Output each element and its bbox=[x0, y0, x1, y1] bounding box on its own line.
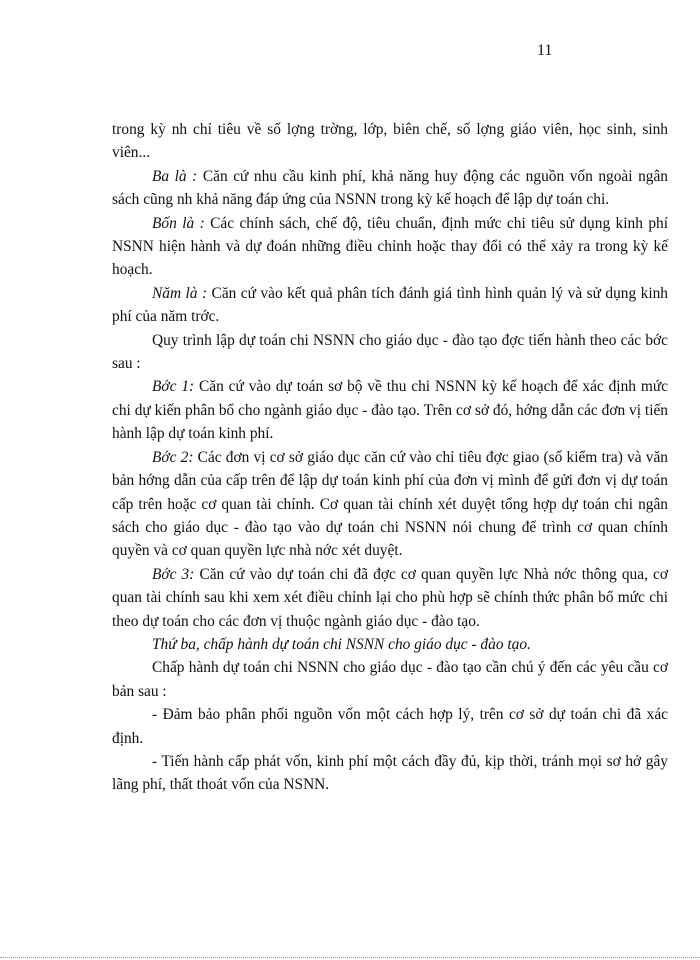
document-body bbox=[112, 118, 668, 797]
paragraph-thu-ba-heading bbox=[112, 633, 668, 656]
paragraph-buoc-2-lead: Bớc 2: bbox=[152, 448, 194, 466]
paragraph-ba-la-text: Căn cứ nhu cầu kinh phí, khả năng huy động các nguồn vốn ngoài ngân sách cũng nh khả năng đáp ứng của NSNN trong kỳ kế hoạch để lập dự toán chi. bbox=[112, 167, 669, 209]
paragraph-buoc-1 bbox=[112, 375, 668, 445]
paragraph-thu-ba-heading-text: Thứ ba, chấp hành dự toán chi NSNN cho giáo dục - đào tạo. bbox=[152, 635, 531, 653]
paragraph-bon-la-lead: Bốn là : bbox=[152, 214, 205, 232]
paragraph-buoc-3-lead: Bớc 3: bbox=[152, 565, 195, 583]
paragraph-buoc-2 bbox=[112, 446, 668, 563]
page-bottom-divider bbox=[0, 957, 700, 958]
paragraph-quy-trinh bbox=[112, 329, 668, 376]
paragraph-ba-la bbox=[112, 165, 668, 212]
paragraph-ba-la-lead: Ba là : bbox=[152, 167, 198, 185]
paragraph-nam-la-text: Căn cứ vào kết quả phân tích đánh giá tình hình quản lý và sử dụng kinh phí của năm trớc. bbox=[112, 284, 668, 326]
paragraph-buoc-1-text: Căn cứ vào dự toán sơ bộ về thu chi NSNN kỳ kế hoạch để xác định mức chi dự kiến phân bổ cho ngành giáo dục - đào tạo. Trên cơ sở đó, hớng dẫn các đơn vị tiến hành lập dự toán kinh phí. bbox=[112, 378, 668, 443]
paragraph-bullet-2 bbox=[112, 750, 668, 797]
paragraph-buoc-3-text: Căn cứ vào dự toán chi đã đợc cơ quan quyền lực Nhà nớc thông qua, cơ quan tài chính sau khi xem xét điều chỉnh lại cho phù hợp sẽ chính thức phân bổ mức chi theo dự toán cho các đơn vị thuộc ngành giáo dục - đào tạo. bbox=[112, 565, 668, 630]
paragraph-nam-la bbox=[112, 282, 668, 329]
paragraph-bullet-1-text: - Đảm bảo phân phối nguồn vốn một cách hợp lý, trên cơ sở dự toán chi đã xác định. bbox=[112, 706, 668, 747]
paragraph-bon-la-text: Các chính sách, chế độ, tiêu chuẩn, định mức chi tiêu sử dụng kinh phí NSNN hiện hành và dự đoán những điều chỉnh hoặc thay đổi có thể xảy ra trong kỳ kế hoạch. bbox=[112, 214, 668, 279]
paragraph-nam-la-lead: Năm là : bbox=[152, 284, 208, 302]
paragraph-1-text: trong kỳ nh chỉ tiêu về số lợng trờng, lớp, biên chế, số lợng giáo viên, học sinh, sinh viên... bbox=[112, 121, 668, 162]
paragraph-bon-la bbox=[112, 212, 668, 282]
paragraph-bullet-1 bbox=[112, 703, 668, 750]
paragraph-buoc-3 bbox=[112, 563, 668, 633]
paragraph-chap-hanh bbox=[112, 656, 668, 703]
paragraph-bullet-2-text: - Tiến hành cấp phát vốn, kinh phí một cách đầy đủ, kịp thời, tránh mọi sơ hở gây lãng phí, thất thoát vốn của NSNN. bbox=[112, 752, 668, 794]
paragraph-quy-trinh-text: Quy trình lập dự toán chi NSNN cho giáo dục - đào tạo đợc tiến hành theo các bớc sau : bbox=[112, 331, 668, 373]
paragraph-chap-hanh-text: Chấp hành dự toán chi NSNN cho giáo dục - đào tạo cần chú ý đến các yêu cầu cơ bản sau : bbox=[112, 659, 668, 700]
page-number: 11 bbox=[537, 42, 553, 59]
paragraph-buoc-1-lead: Bớc 1: bbox=[152, 378, 195, 396]
paragraph-1 bbox=[112, 118, 668, 165]
paragraph-buoc-2-text: Các đơn vị cơ sở giáo dục căn cứ vào chỉ tiêu đợc giao (số kiểm tra) và văn bản hớng dẫn của cấp trên để lập dự toán kinh phí của đơn vị mình để gửi đơn vị dự toán cấp trên hoặc cơ quan tài chính. Cơ quan tài chính xét duyệt tổng hợp dự toán chi ngân sách cho giáo dục - đào tạo vào dự toán chi NSNN nói chung để trình cơ quan chính quyền và cơ quan quyền lực nhà nớc xét duyệt. bbox=[112, 448, 668, 560]
